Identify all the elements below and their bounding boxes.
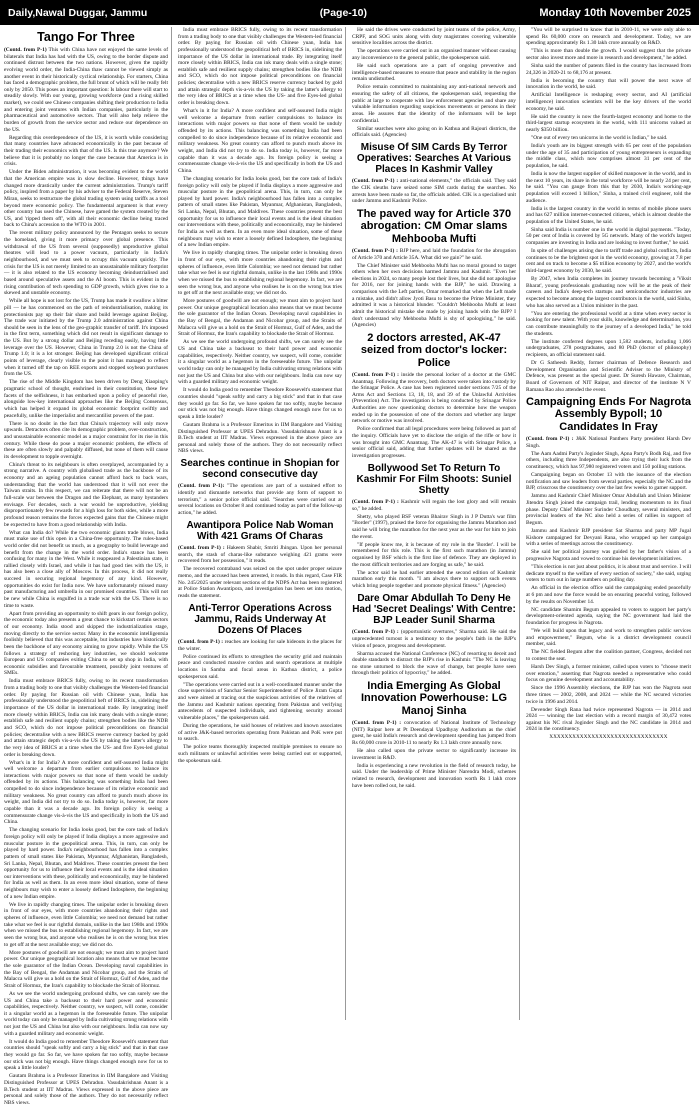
dateline: (Contd. from P-1) : xyxy=(178,639,224,646)
paragraph: During the operations, he said houses of relatives and known associates of active J&K-based terrorists operating from Pakistan and PoK were put to search. xyxy=(178,722,342,743)
paragraph: Devender Singh Rana had twice represented Nagrota — in 2014 and 2024 — winning the last election with a record margin of 30,472 votes against his NC rival Joginder Singh and the NC candidate in 2014 and 2024 in the constituency. xyxy=(526,706,691,733)
paragraph: The recent military policy announced by the Pentagon seeks to secure the homeland, giving it more primacy over global presence. This withdrawal of the US from several (supposedly) unproductive global theatres will lead to a power vacuum, particularly in India's neighbourhood, and we must seek to occupy this vacuum quickly. The crisis for the US is not merely limited to an unsustainable military footprint — it is also related to the US economy becoming deindustrialised and based around speculative assets and the AI boom. This is evident in the rising contribution of tech spending to GDP growth, which gives rise to a skewed and unstable economy. xyxy=(4,230,169,297)
paragraph: More postures of goodwill are not enough; we must aim to project hard power. Our unique geographical location also means that we must become the sole guarantor of the Indian Ocean. Developing naval capabilities in the Bay of Bengal, the Andaman and Nicobar group, and the Straits of Malacca will give us a hold on the Strait of Hormuz, Gulf of Aden, and the Strait of Hormuz, the Iran's capability to blockade the Strait of Hormuz. xyxy=(178,298,342,338)
paragraph: Harsh Dev Singh, a former minister, called upon voters to "choose merit over emotion," asserting that Nagrota needed a representative who could focus on genuine development and accountability. xyxy=(526,663,691,684)
headline: Campaigning Ends For Nagrota Assembly Bypoll; 10 Candidates In Fray xyxy=(526,396,692,433)
paragraph: What can India do? While the two economic giants trade blows, India must make use of this open in a China-free opportunity. The rules-based world order did not benefit us much, as a geography to build leverage and benefit from the change in the world order. India's stance has been confusing for many in the West. While it reappeared a Palestinian state, it rallied closely with Israel, and while it has had good ties with the US, it has also been a close ally of Moscow. In this process, it did not really succeed in securing regional hegemony of any kind. However, opportunities do exist for India now. We have unfortunately missed many past manufacturing and umbrella in our promised countries. This will not be new while China is engulfed in a trade war with the US. There is no time to waste. xyxy=(4,529,168,609)
paragraph: "The operations were carried out in a well-coordinated manner under the close supervision of Sanchar Senior Superintendent of Police Jiram Gupta and were aimed at tracing out the suspicious activities of the relatives of the Jammu and Kashmir nations operating from Pakistan and verifying antecedents of suspected individuals, and tightening security around vulnerable places," the spokesperson said. xyxy=(178,681,342,721)
paragraph xyxy=(178,545,342,565)
page-number: (Page-10) xyxy=(319,6,367,19)
paragraph-text: BJP here, and laid the foundation for the abrogation of Article 370 and Article 35A. What did we gain?" he said. xyxy=(352,247,516,261)
paragraph: By 2047, when India completes its journey towards becoming a 'Viksit Bharat', young professionals graduating now will be at the peak of their careers and India's deep-tech startups and semiconductor industries are expected to become among the largest contributors in the world, said Sinha, who has also served as a Union minister in the past. xyxy=(526,276,691,309)
article-awantipora xyxy=(178,520,342,600)
paragraph: It would do India good to remember Theodore Roosevelt's statement that countries should "speak softly and carry a big stick" and that in that case they would go far. So far, we have spoken far too softly, maybe because our stick was not big enough. Have things changed enough now for us to speak a little louder? xyxy=(4,1038,168,1072)
dateline: (Contd. from P-1) : xyxy=(352,247,398,254)
paragraph: India is becoming the country that will power the next wave of innovation in the world, he said. xyxy=(526,77,691,91)
end-marker: XXXXXXXXXXXXXXXXXXXXXXXXXXXXXXX xyxy=(549,735,668,741)
paragraph: We live in rapidly changing times. The unipolar order is breaking down in front of our eyes, with more countries abandoning their rights and spheres of influence, even little Colombia; we need not demand but rather take what we feel is our rightful domain, unlike in the last 1980s and 1990s when we missed the bus to establishing regional hegemony. In fact, we are seen the wrong bus, and anyone who realises he is on the wrong bus tries to get off at the next available stop; we did not do. xyxy=(4,901,168,948)
paragraph: "This is more than double the growth. I would suggest that the private sector also invest more and more in research and development," he added. xyxy=(526,48,691,61)
paragraph-text: Hakeem Shabir, Smriti Jhingan. Upon her personal search, the stash of charas-like substance weighing 421 grams were recovered from her possession," it reads. xyxy=(178,545,342,565)
paragraph xyxy=(352,499,516,512)
dateline: (Contd. from P-1) : xyxy=(352,499,399,506)
paragraph: Regarding this overdependence of the US, it is worth while considering that many countries have advanced economically in the past because of their trading their economics with that of the US. Is this true anymore? We believe that it is probably no longer the case because that America is in crisis. xyxy=(4,134,168,168)
dateline: (Contd. from P-1): xyxy=(178,483,225,490)
paragraph: We live in rapidly changing times. The unipolar order is breaking down in front of our eyes, with more countries abandoning their rights and spheres of influence, even little Colombia; we need not demand but rather take what we feel is our rightful domain, unlike in the last 1980s and 1990s when we missed the bus to establishing regional hegemony. In fact, we are seen the wrong bus, and anyone who realises he is on the wrong bus tries to get off at the next available stop; we did not do. xyxy=(178,250,342,297)
headline: 2 doctors arrested, AK-47 seized from doctor's locker: Police xyxy=(360,331,508,369)
paragraph: "You will be surprised to know that in 2010-11, we were only able to spend Rs 60,000 crore on research and development. Today, we are spending approximately Rs 1.30 lakh crore annually on R&D. xyxy=(526,27,691,47)
masthead xyxy=(0,0,699,25)
paragraph xyxy=(178,483,342,516)
paragraph-text: convocation of National Institute of Technology (NIT) Raipur here at Pt Deendayal Upadhyay Auditorium as the chief guest, he said India's research and development spending has jumped from Rs 60,000 crore in 2010-11 to nearly Rs 1.3 lakh crore annually now. xyxy=(352,720,517,746)
column-2 xyxy=(178,27,346,1020)
paragraph: As we see the world undergoing profound shifts, we can surely see the US and China take a backseat to their hard power and economic capabilities, respectively. Neither country, we suspect, will come, consider it a singular world as a hegemon in the foreseeable future. The unipolar world today can only be managed by India cultivating strong relations with not just the US and China but also with our neighbours. India can now say with a guarded military and economic weight. xyxy=(178,339,342,386)
paragraph: "We will build upon that legacy and work to strengthen public services and empowerment," Begum, who is a district development council member, said. xyxy=(526,627,691,648)
article-doctors xyxy=(352,332,516,460)
paragraph: Sinha said the number of patents filed in the country has increased from 24,326 in 2020-21 to 68,176 at present. xyxy=(526,62,691,76)
paragraph: In spite of challenges arising due to tariff trade and global conflicts, India continues to be the brightest spot in the world economy, growing at 7.8 per cent and on track to become a $5 trillion economy by 2027, and the world's third-largest economy by 2030, he said. xyxy=(526,248,691,275)
paragraph: The rise of the Middle Kingdom has been driven by Deng Xiaoping's pragmatic school of thought, enshrined in their constitution, these few facets of the selfishness, it has embarked upon a policy of peaceful rise, alongside low-key international approaches like the Beijing Consensus, which has helped it expand its global economic footprint swiftly and peacefully, unlike the imperialist and mercantilist powers of the past. xyxy=(4,379,168,419)
paragraph xyxy=(526,436,691,449)
paragraph: The recovered contraband was seized on the spot under proper seizure memo, and the accused has been arrested, it reads. In this regard, Case FIR No. 245/2025 under relevant sections of the NDPS Act has been registered at Police Station Awantipora, and investigation has been set into motion, reads the statement. xyxy=(178,566,342,599)
paragraph: Similar searches were also going on in Kathua and Rajouri districts, the officials said. (Agencies) xyxy=(352,125,516,139)
paragraph: Since the 1996 Assembly elections, the BJP has won the Nagrota seat three times — 2002, 2008, and 2024 — while the NC secured victories twice in 1996 and 2014. xyxy=(526,685,691,705)
paragraph: Artificial Intelligence is reshaping every sector, and AI (artificial intelligence) innovation scientists will be the key drivers of the world economy, he said. xyxy=(526,92,691,112)
paragraph xyxy=(4,47,168,133)
paragraph: The NC fielded Begum after the coalition partner, Congress, decided not to contest the seat. xyxy=(526,649,691,662)
paragraph xyxy=(352,720,516,747)
article-columns xyxy=(4,27,695,1106)
paragraph: India's youth are its biggest strength with 65 per cent of the population under the age of 35 and participation of young entrepreneurs is expanding the middle class, which now comprises almost 31 per cent of the population, he said. xyxy=(526,142,691,169)
newspaper-name: Daily,Nawal Duggar, Jammu xyxy=(8,6,148,19)
paragraph: He said such operations are a part of ongoing preventive and intelligence-based measures to ensure that peace and stability in the region remain undisturbed. xyxy=(352,62,516,83)
headline: Dare Omar Abdullah To Deny He Had 'Secret Dealings' With Centre: BJP Leader Sunil Sharma xyxy=(352,592,516,627)
paragraph xyxy=(352,248,516,261)
paragraph xyxy=(352,372,516,425)
paragraph: The actor said he had earlier attended the second edition of Kashmir marathon early this month. "I am always there to support such events which bring people together and promote physical fitness." (Agencies) xyxy=(352,569,516,590)
paragraph: Police confirmed that all legal procedures were being followed as part of the inquiry. Officials have yet to disclose the origin of the rifle or how it was brought into GMC Anantnag. The AK-47 is with Srinagar Police, a senior official said, adding that further updates will be shared as the investigation progresses. xyxy=(352,426,516,459)
paragraph: What's in it for India? A more confident and self-assured India might well welcome a departure from earlier compulsions to balance its interactions with major powers so that none of them would be unduly offended by its actions. This balancing was something India had been compelled to do since independence because of its relative economic and military weakness. No great country can afford to punch much above its weight, and India did not try to do so. India today is, however, far more capable than it was a decade ago. Its foreign policy is seeing a commensurate change vis-à-vis the US and specifically in both the US and China. xyxy=(178,108,342,174)
article-india-emerging-continued xyxy=(526,27,691,393)
dateline: (Contd. from P-1) : xyxy=(352,371,399,378)
paragraph: He said the country is now the fourth-largest economy and home to the third-largest startup ecosystem in the world, with 111 unicorns valued at nearly $350 billion. xyxy=(526,113,691,133)
paragraph-text: J&K National Panthers Party president Harsh Dev Singh. xyxy=(526,436,691,449)
dateline: (Contd. from P-1) : xyxy=(526,436,574,443)
paragraph: Jammu and Kashmir BJP president Sat Sharma and party MP Jugal Kishore campaigned for Devyani Rana, who wrapped up her campaign with a series of meetings across the constituency. xyxy=(526,528,691,548)
headline: India Emerging As Global Innovation Powerhouse: LG Manoj Sinha xyxy=(360,680,508,717)
paragraph-text: "The operations are part of a sustained effort to identify and dismantle networks that provide any form of support to terrorism," a senior police official said. "Searches were carried out at several locations on October 8 and continued today as part of the follow-up action," he added. xyxy=(178,483,342,517)
paragraph: "This election is not just about politics, it is about trust and service. I will dedicate myself to the welfare of every section of society," she said, urging voters to turn out in large numbers on polling day. xyxy=(526,563,691,584)
headline: Bollywood Set To Return To Kashmir For Film Shoots: Suniel Shetty xyxy=(356,462,512,496)
paragraph: Police continued its efforts to strengthen the security grid and maintain peace and conducted massive cordon and search operations at multiple locations in Samba and focal areas in Kathua district, a police spokesperson said. xyxy=(178,653,342,680)
paragraph: "You are entering the professional world at a time when every sector is looking for new talent. With your skills, knowledge and determination, you can contribute meaningfully to the journey of a developed India," he told the students. xyxy=(526,310,691,337)
paragraph: Shetty, who played BSF veteran Bhairav Singh in J P Dutta's war film "Border" (1997), praised the force for organising the Jammu Marathon and said he will bring the marathon for the next year as the war for him to join the event. xyxy=(352,513,516,540)
paragraph: He said the drives were conducted by joint teams of the police, Army, CRPF, and SOG units along with duty magistrates covering vulnerable sensitive localities across the district. xyxy=(352,27,516,47)
dateline: (Contd. from P-1) : xyxy=(352,720,402,727)
column-4 xyxy=(526,27,694,1020)
paragraph: Jammu and Kashmir Chief Minister Omar Abdullah and Union Minister Jitendra Singh joined the campaign trail, lending momentum to its final phase. Deputy Chief Minister Surinder Choudhary, several ministers, and provincial leaders of the NC also held a series of rallies in support of Begum. xyxy=(526,493,691,526)
paragraph: Dr G Satheesh Reddy, former chairman of Defence Research and Development Organisation and Scientific Adviser to the Ministry of Defence, was present as the special guest. Dr Suresh Haware, Chairman, Board of Governors of NIT Raipur, and director of the institute N V Ramana Rao also attended the event. xyxy=(526,359,691,393)
article-antiterror xyxy=(178,603,342,765)
paragraph: India is the largest country in the world in terms of mobile phone users and has 627 million internet-connected citizens, which is almost double the population of the United States, he said. xyxy=(526,205,691,225)
paragraph: NC candidate Shamim Begum appealed to voters to support her party's development-oriented agenda, saying the NC government had laid the foundation for progress in Nagrota. xyxy=(526,606,691,626)
paragraph-text: This with China have not enjoyed the same levels of bilaterals that India has had with the US, owing to the border dispute and continued distrust between the two nations. However, given the rapidly evolving world order, the India-China thaw cannot be viewed simply as another event in their historically cyclical relationship. For starters, China has faced a demographic problem, the full brunt of which will be really felt only by 2050. This poses an important question: Is labour there will start to steadily slowly. With our young, growing workforce (and a rising skilled market), we could see Chinese companies shifting their production to India and entering joint ventures with Indian companies, particularly in the pharmaceutical and automotive sectors. That will also help relieve the burden of growth from the service sector and reduce our dependence on the US. xyxy=(4,47,169,133)
paragraph: China's threat to its neighbours is often overplayed, accompanied by a strong narrative. A country with globalised trade as the backbone of its economy and an ageing population cannot afford back to back wars, understanding that the world has understood that it will not ever the Taiwan straits. In this respect, we can reiterate that there will not be an full-scale war between the Dragon and the Elephant, as many bystanders envisage. For decades, such a war would be unproductive, yielding disproportionately few rewards for a high loss for both sides, while a more profound reason remains the forces expected gains that the Chinese might be expected to have from a good relationship with India. xyxy=(4,461,168,528)
dateline: (Contd. from P-1) : xyxy=(352,178,399,185)
dateline: (Contd. from P-1) : xyxy=(178,545,225,552)
article-nagrota xyxy=(526,396,691,733)
paragraph: The institute conferred degrees upon 1,582 students, including 1,066 undergraduates, 278 postgraduates, and 80 PhD (doctor of philosophy) recipients, an official statement said. xyxy=(526,338,691,358)
article-tango-continued xyxy=(178,27,342,455)
article-bollywood xyxy=(352,463,516,590)
paragraph: Apart from providing an opportunity to shift gears in our foreign policy, the economic today also presents a great chance to kickstart certain sectors of our economy. India stood and skipped the industrialization stage, moving directly to the service sector. Many in the economic intelligentsia foolishly believed that this was acceptable, but industries have historically been the backbone of any economy aiming to grow rapidly. While the US follows a strategy of reshoring key industries, we should welcome European and US companies exiting China to set up shop in India, with economic subsidies and favourable treatment, possibly joint ventures of SMEs. xyxy=(4,610,168,677)
paragraph: Sinha said India is number one in the world in digital payments. "Today, 50 per cent of India is covered by 5G network. Many of the world's largest companies are investing in India and are looking to invest further," he said. xyxy=(526,226,691,247)
dateline: (Contd. from P-1) xyxy=(4,47,47,53)
paragraph: Gautam Brahma is a Professor Emeritus in IIM Bangalore and Visiting Distinguished Professor at UPES Dehradun. Vasudakrishnan Anant is a B.Tech student at IIT Madras. Views expressed in the above piece are personal and solely those of the authors. They do not necessarily reflect NBS views. xyxy=(4,1073,168,1106)
column-3 xyxy=(352,27,520,1020)
paragraph-text: anti-national elements," the officials said. They said the CIK sleuths have seized some SIM cards during the searches. No arrests have been made so far, the officials added. CIK is a specialised unit under Jammu and Kashmir Police. xyxy=(352,178,517,205)
article-omar-bjp xyxy=(352,593,516,677)
paragraph xyxy=(352,629,516,649)
paragraph: An official in the election office said the campaigning ended peacefully at 6 pm and now the force would be on ensuring peaceful voting, followed by the results on November 14. xyxy=(526,585,691,605)
paragraph: It would do India good to remember Theodore Roosevelt's statement that countries should "speak softly and carry a big stick" and that in that case they would go far. So far, we have spoken far too softly, maybe because our stick was not big enough. Have things changed enough now for us to speak a little louder? xyxy=(178,387,342,420)
paragraph: India must embrace BRICS fully, owing to its recent transformation from a trading body to one that visibly challenges the Western-led financial order. By paying for Russian oil with Chinese yuan, India has professionally understood the geopolitical heft of BRICS in, sidelining the importance of the US dollar in international trade. By integrating itself more closely within BRICS, India can ink many deals with a single stone; establish safe and resilient supply chains; strengthen bodies like the NDB and SCO, which do not impose political preconditions on financial policies; decentralise with a new BRICS reserve currency backed by gold and attain strategic depth vis-a-vis the US by taking the latter's allergy to the very idea of BRICS at a time when the US- and five Eyes-led global order is breaking down. xyxy=(4,678,168,758)
paragraph: The changing scenario for India looks good, but the core task of India's foreign policy will only be played if India displays a more aggressive and muscular posture in the geopolitical arena. This, in turn, can only be played by hard power. India's neighbourhood has fallen into a complex pattern of small states like Pakistan, Myanmar, Afghanistan, Bangladesh, Sri Lanka, Nepal, Bhutan, and Maldives. These countries present the best opportunity for us to influence their local events and is the ideal situation our interventions with these, politically and economically, may be hindered for India as well as them. In an even more ideal situation, some of these neighbours may wish to enter a loosely defined Indosphere, the beginning of a new Indian empire. xyxy=(4,827,168,900)
paragraph-text: reaches are looking for sale hideouts in the places for the winter. xyxy=(178,639,342,652)
paragraph: Sharma accused the National Conference (NC) of resorting to deceit and double standards to distract the BJP's rise in Kashmir. "The NC is leaving no stone unturned to block the wave of change, but people have seen through their politics of hypocrisy," he added. xyxy=(352,650,516,677)
paragraph-text: inside the personal locker of a doctor at the GMC Anantnag. Following the recovery, both doctors were taken into custody by the Srinagar Police. A case has been registered under sections 7/25 of the Arms Act and Sections 13, 18, 18, and 39 of the Unlawful Activities (Prevention) Act. The investigation is being conducted by Srinagar Police Authorities are now questioning doctors to determine how the weapon ended up in the possession of one of the doctors and whether any larger network or motive was involved. xyxy=(352,371,516,425)
paragraph xyxy=(178,639,342,652)
column-1 xyxy=(4,27,172,1106)
paragraph: The operations were carried out in an organised manner without causing any inconvenience to the general public, the spokesperson said. xyxy=(352,48,516,61)
paragraph: India must embrace BRICS fully, owing to its recent transformation from a trading body to one that visibly challenges the Western-led financial order. By paying for Russian oil with Chinese yuan, India has professionally understood the geopolitical heft of BRICS in, sidelining the importance of the US dollar in international trade. By integrating itself more closely within BRICS, India can ink many deals with a single stone; establish safe and resilient supply chains; strengthen bodies like the NDB and SCO, which do not impose political preconditions on financial policies; decentralise with a new BRICS reserve currency backed by gold and attain strategic depth vis-a-vis the US by taking the latter's allergy to the very idea of BRICS at a time when the US- and five Eyes-led global order is breaking down. xyxy=(178,27,342,107)
paragraph: India is experiencing a new revolution in the field of research today, he said. Under the leadership of Prime Minister Narendra Modi, schemes related to research, development and innovation worth Rs 1 lakh crore have been rolled out, he said. xyxy=(352,762,516,789)
article-antiterror-continued xyxy=(352,27,516,139)
paragraph: The Chief Minister said Mehbooba Mufti has no moral ground to target others when her own decisions harmed Jammu and Kashmir. "Even her elections in 2024, so many people lost their lives, but she did not apologise for 2016, nor for joining hands with the BJP," he said. Drawing a comparison with the Left parties, Omar remarked that when the Left made a mistake, and didn't allow Jyoti Basu to become the Prime Minister, they admitted it was a historical blunder. "Couldn't Mehbooba Mufti at least admit the historical mistake she made by joining hands with the BJP? I don't understand why Mehbooba Mufti is shy of apologising," he said. (Agencies) xyxy=(352,262,516,329)
paragraph: "One out of every ten unicorns in the world is Indian," he said. xyxy=(531,134,668,141)
paragraph: While all hope is not lost for the US, Trump has made it swallow a bitter pill — he has commenced on the path of reindustrialisation, making its protectionists pay up their fair share and build leverage against Beijing. The trade war initiated by the Trump 2.0 administration against China should be seen in the lens of the geo-graphic transfer of tariff. It's imposed in the first term, something which did not result in significant damage to the US. But by a strong dollar and Beijing receding easily, having little leverage over the US. However, China in Trump 2.0 is not the China of Trump 1.0; it is a lot stronger. Beijing has developed significant critical points of leverage, clearly visible to the point it has managed to reflect when it turned off the tap on REE exports and stopped soybean purchases from the US. xyxy=(4,298,168,378)
article-tango xyxy=(4,30,168,1107)
paragraph-text: (opportunistic overtures," Sharma said. He said the unprecedented turnout is a testimony to the people's faith in the BJP's vision of peace, progress and development. xyxy=(352,629,517,649)
paragraph: More postures of goodwill are not enough; we must aim to project hard power. Our unique geographical location also means that we must become the sole guarantor of the Indian Ocean. Developing naval capabilities in the Bay of Bengal, the Andaman and Nicobar group, and the Straits of Malacca will give us a hold on the Strait of Hormuz, Gulf of Aden, and the Strait of Hormuz, the Iran's capability to blockade the Strait of Hormuz. xyxy=(4,949,168,989)
headline: Awantipora Police Nab Woman With 421 Grams Of Charas xyxy=(186,519,334,542)
paragraph-text: Kashmir will regain the lost glory and will remain so," he added. xyxy=(352,499,516,512)
paragraph: Police remain committed to maintaining any anti-national network and ensuring the safety of all citizens, the spokesperson said, requesting the public at large to cooperate with law enforcement agencies and share any valuable information regarding suspicious movements or persons in their areas. He assures that the identity of the informants will be kept confidential. xyxy=(352,84,516,124)
dateline: (Contd. from P-1) : xyxy=(352,629,399,636)
paragraph: "If people know me, it is because of my role in the 'Border'. I will be remembered for this role. This is the first such marathon (in Jammu) organised by BSF which is the first line of defence. They are deployed in the most difficult territories and are forging us safe," he said. xyxy=(352,541,516,568)
paragraph: What's in it for India? A more confident and self-assured India might well welcome a departure from earlier compulsions to balance its interactions with major powers so that none of them would be unduly offended by its actions. This balancing was something India had been compelled to do since independence because of its relative economic and military weakness. No great country can afford to punch much above its weight, and India did not try to do so. India today is, however, far more capable than it was a decade ago. Its foreign policy is seeing a commensurate change vis-à-vis the US and specifically in both the US and China. xyxy=(4,759,168,826)
article-shopian xyxy=(178,458,342,517)
paragraph: Gautam Brahma is a Professor Emeritus in IIM Bangalore and Visiting Distinguished Professor at UPES Dehradun. Vasudakrishnan Anant is a B.Tech student at IIT Madras. Views expressed in the above piece are personal and solely those of the authors. They do not necessarily reflect NBS views. xyxy=(178,421,342,455)
paragraph: The Aam Aadmi Party's Joginder Singh, Apna Party's Bodh Raj, and five others, including three Independents, are also trying their luck from the constituency, which has 97,980 registered voters and 150 polling stations. xyxy=(526,450,691,471)
paragraph: Campaigning began on October 13 with the issuance of the election notification and saw leaders from several parties, especially the NC and the BJP, crisscross the constituency over the last few weeks to garner support. xyxy=(526,472,691,492)
headline: The paved way for Article 370 abrogation: CM Omar slams Mehbooba Mufti xyxy=(356,207,512,245)
paragraph: India is now the largest supplier of skilled manpower in the world, and in the next 10 years, its share in the total workforce will be nearly 24 per cent, he said. "You can gauge from this that by 2030, India's working-age population will exceed 1 billion," Sinha, a trained civil engineer, told the audience. xyxy=(526,170,691,204)
paragraph: The police teams thoroughly inspected multiple premises to ensure no such militants or unlawful activities were being carried out or supported, the spokesman said. xyxy=(178,744,342,764)
headline: Searches continue in Shopian for second consecutive day xyxy=(180,458,340,481)
article-simcards xyxy=(352,142,516,205)
paragraph: She said her political journey was guided by her father's vision of a progressive Nagrota and vowed to continue his development initiatives. xyxy=(526,549,691,562)
paragraph: There is no doubt in the fact that China's trajectory will only move upwards. Detractors often cite its demographic problem, over-construction, and unsustainable economic model as a major constraint for its rise in this century. While these do pose a major economic problem, the effects of these are often slowly and palpably diffused, but none of them will cause its development to topple overnight. xyxy=(4,420,168,460)
paragraph: Under the Biden administration, it was becoming evident to the world that the American empire was in slow decline. However, things have changed more drastically under the current administration. Trump's tariff policy, inspired from a paper by his adviser to the Federal Reserve, Steven Miran, seeks to restructure the global trading system using tariffs as a tool beyond mere economic policy. The fundamental argument is that every other country has used the Chinese, have gamed the system created by the US, and 'ripped them off', with all their economic decline being traced back to China's accession to the WTO in 2001. xyxy=(4,169,168,229)
headline: Anti-Terror Operations Across Jammu, Raids Underway At Dozens Of Places xyxy=(188,602,332,636)
headline: Tango For Three xyxy=(37,30,135,44)
paragraph xyxy=(352,178,516,205)
article-article370 xyxy=(352,208,516,329)
headline: Misuse Of SIM Cards By Terror Operatives: Searches At Various Places In Kashmir Valley xyxy=(356,141,512,176)
issue-date: Monday 10th November 2025 xyxy=(539,6,691,19)
paragraph: He also called upon the private sector to significantly increase its investment in R&D. xyxy=(352,748,516,761)
paragraph: As we see the world undergoing profound shifts, we can surely see the US and China take a backseat to their hard power and economic capabilities, respectively. Neither country, we suspect, will come, consider it a singular world as a hegemon in the foreseeable future. The unipolar world today can only be managed by India cultivating strong relations with not just the US and China but also with our neighbours. India can now say with a guarded military and economic weight. xyxy=(4,990,168,1037)
article-india-emerging xyxy=(352,680,516,789)
paragraph: The changing scenario for India looks good, but the core task of India's foreign policy will only be played if India displays a more aggressive and muscular posture in the geopolitical arena. This, in turn, can only be played by hard power. India's neighbourhood has fallen into a complex pattern of small states like Pakistan, Myanmar, Afghanistan, Bangladesh, Sri Lanka, Nepal, Bhutan, and Maldives. These countries present the best opportunity for us to influence their local events and is the ideal situation our interventions with these, politically and economically, may be hindered for India as well as them. In an even more ideal situation, some of these neighbours may wish to enter a loosely defined Indosphere, the beginning of a new Indian empire. xyxy=(178,175,342,249)
